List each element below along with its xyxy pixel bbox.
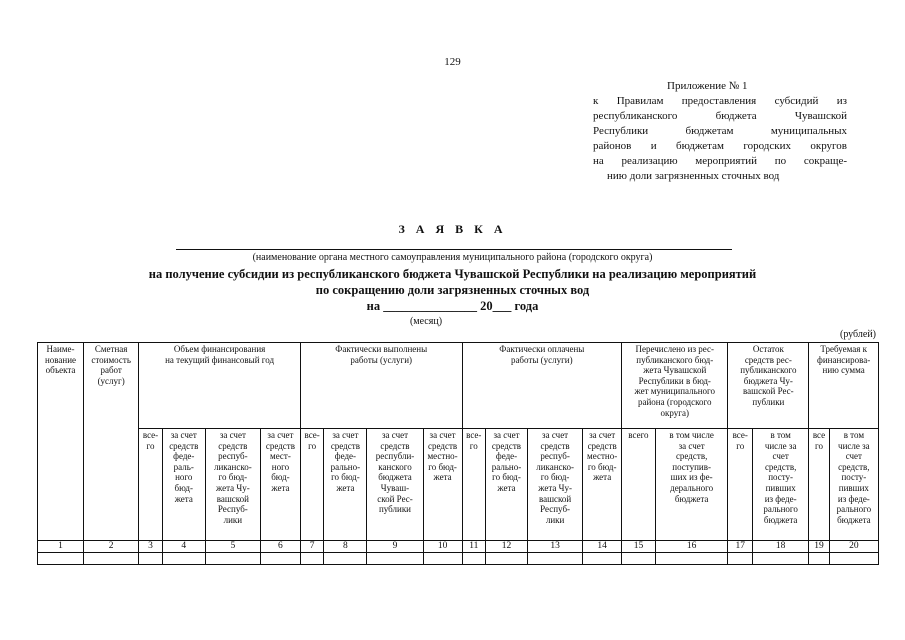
heading-line: по сокращению доли загрязненных сточных вод	[315, 283, 590, 297]
column-number-cell: 17	[728, 541, 753, 553]
col-header-estimated-cost: Сметная стоимость работ (услуг)	[84, 343, 139, 541]
empty-cell[interactable]	[367, 553, 423, 565]
request-table	[37, 342, 879, 565]
sub-header-total: все- го	[462, 429, 486, 541]
column-number-cell: 3	[139, 541, 163, 553]
column-number-cell: 4	[162, 541, 205, 553]
group-header-transferred: Перечислено из рес- публиканского бюд- жета Чувашской Республики в бюд- жет муниципального района (городского округа)	[622, 343, 728, 429]
sub-header-total: все- го	[139, 429, 163, 541]
group-header-financing-volume: Объем финансирования на текущий финансовый год	[139, 343, 301, 429]
sub-header-total: все- го	[300, 429, 324, 541]
heading-line: на _______________ 20___ года	[366, 299, 539, 313]
empty-cell[interactable]	[583, 553, 622, 565]
column-number-cell: 15	[622, 541, 656, 553]
empty-cell[interactable]	[622, 553, 656, 565]
appendix-line: республиканского бюджета Чувашской	[593, 110, 847, 122]
sub-header-republican: за счет средств респуб- ликанско- го бюд- жета Чу- вашской Респуб- лики	[205, 429, 260, 541]
empty-cell[interactable]	[728, 553, 753, 565]
group-header-works-performed: Фактически выполнены работы (услуги)	[300, 343, 462, 429]
empty-cell[interactable]	[462, 553, 486, 565]
page-number: 129	[444, 56, 461, 68]
group-header-required-amount: Требуемая к финансирова- нию сумма	[809, 343, 879, 429]
appendix-title: Приложение № 1	[667, 80, 748, 92]
heading-line: на получение субсидии из республиканского бюджета Чувашской Республики на реализацию мероприятий	[148, 267, 757, 281]
column-number-cell: 19	[809, 541, 829, 553]
org-name-caption: (наименование органа местного самоуправления муниципального района (городского округа)	[252, 252, 653, 263]
empty-cell[interactable]	[162, 553, 205, 565]
empty-cell[interactable]	[809, 553, 829, 565]
column-number-cell: 7	[300, 541, 324, 553]
empty-cell[interactable]	[527, 553, 582, 565]
col-header-object-name: Наиме- нование объекта	[38, 343, 84, 541]
column-number-cell: 6	[260, 541, 300, 553]
column-number-cell: 14	[583, 541, 622, 553]
empty-cell[interactable]	[486, 553, 528, 565]
empty-cell[interactable]	[84, 553, 139, 565]
sub-header-local: за счет средств местно- го бюд- жета	[423, 429, 462, 541]
sub-header-total: все- го	[728, 429, 753, 541]
column-number-row	[38, 541, 879, 553]
empty-cell[interactable]	[38, 553, 84, 565]
appendix-line: к Правилам предоставления субсидий из	[593, 95, 847, 107]
document-title: З А Я В К А	[398, 222, 507, 236]
sub-header-total: всего	[622, 429, 656, 541]
sub-header-federal: за счет средств феде- раль- ного бюд- жета	[162, 429, 205, 541]
request-heading	[0, 266, 905, 314]
column-number-cell: 9	[367, 541, 423, 553]
column-number-cell: 20	[829, 541, 878, 553]
appendix-block	[593, 79, 847, 184]
sub-header-federal-share: в том числе за счет средств, поступив- ших из фе- дерального бюджета	[655, 429, 728, 541]
sub-header-total: все го	[809, 429, 829, 541]
sub-header-federal: за счет средств феде- рально- го бюд- жета	[324, 429, 367, 541]
sub-header-federal-share: в том числе за счет средств, посту- пивших из феде- рального бюджета	[753, 429, 809, 541]
group-header-works-paid: Фактически оплачены работы (услуги)	[462, 343, 622, 429]
empty-cell[interactable]	[829, 553, 878, 565]
empty-cell[interactable]	[139, 553, 163, 565]
column-number-cell: 10	[423, 541, 462, 553]
appendix-line: на реализацию мероприятий по сокраще-	[593, 155, 847, 167]
appendix-line: районов и бюджетам городских округов	[593, 140, 847, 152]
column-number-cell: 5	[205, 541, 260, 553]
empty-data-row	[38, 553, 879, 565]
empty-cell[interactable]	[300, 553, 324, 565]
column-number-cell: 8	[324, 541, 367, 553]
sub-header-federal-share: в том числе за счет средств, посту- пивших из феде- рального бюджета	[829, 429, 878, 541]
empty-cell[interactable]	[260, 553, 300, 565]
appendix-line: нию доли загрязненных сточных вод	[607, 170, 780, 182]
org-name-fill-line	[176, 249, 732, 250]
column-number-cell: 16	[655, 541, 728, 553]
sub-header-republican: за счет средств республи- канского бюджета Чуваш- ской Рес- публики	[367, 429, 423, 541]
column-number-cell: 1	[38, 541, 84, 553]
empty-cell[interactable]	[655, 553, 728, 565]
empty-cell[interactable]	[423, 553, 462, 565]
units-label: (рублей)	[839, 329, 876, 340]
column-number-cell: 13	[527, 541, 582, 553]
sub-header-local: за счет средств мест- ного бюд- жета	[260, 429, 300, 541]
column-number-cell: 11	[462, 541, 486, 553]
month-caption: (месяц)	[409, 316, 443, 327]
empty-cell[interactable]	[205, 553, 260, 565]
column-number-cell: 12	[486, 541, 528, 553]
appendix-line: Республики бюджетам муниципальных	[593, 125, 847, 137]
sub-header-federal: за счет средств феде- рально- го бюд- жета	[486, 429, 528, 541]
sub-header-local: за счет средств местно- го бюд- жета	[583, 429, 622, 541]
column-number-cell: 2	[84, 541, 139, 553]
empty-cell[interactable]	[753, 553, 809, 565]
column-number-cell: 18	[753, 541, 809, 553]
group-header-balance: Остаток средств рес- публиканского бюджета Чу- вашской Рес- публики	[728, 343, 809, 429]
sub-header-republican: за счет средств респуб- ликанско- го бюд- жета Чу- вашской Респуб- лики	[527, 429, 582, 541]
empty-cell[interactable]	[324, 553, 367, 565]
